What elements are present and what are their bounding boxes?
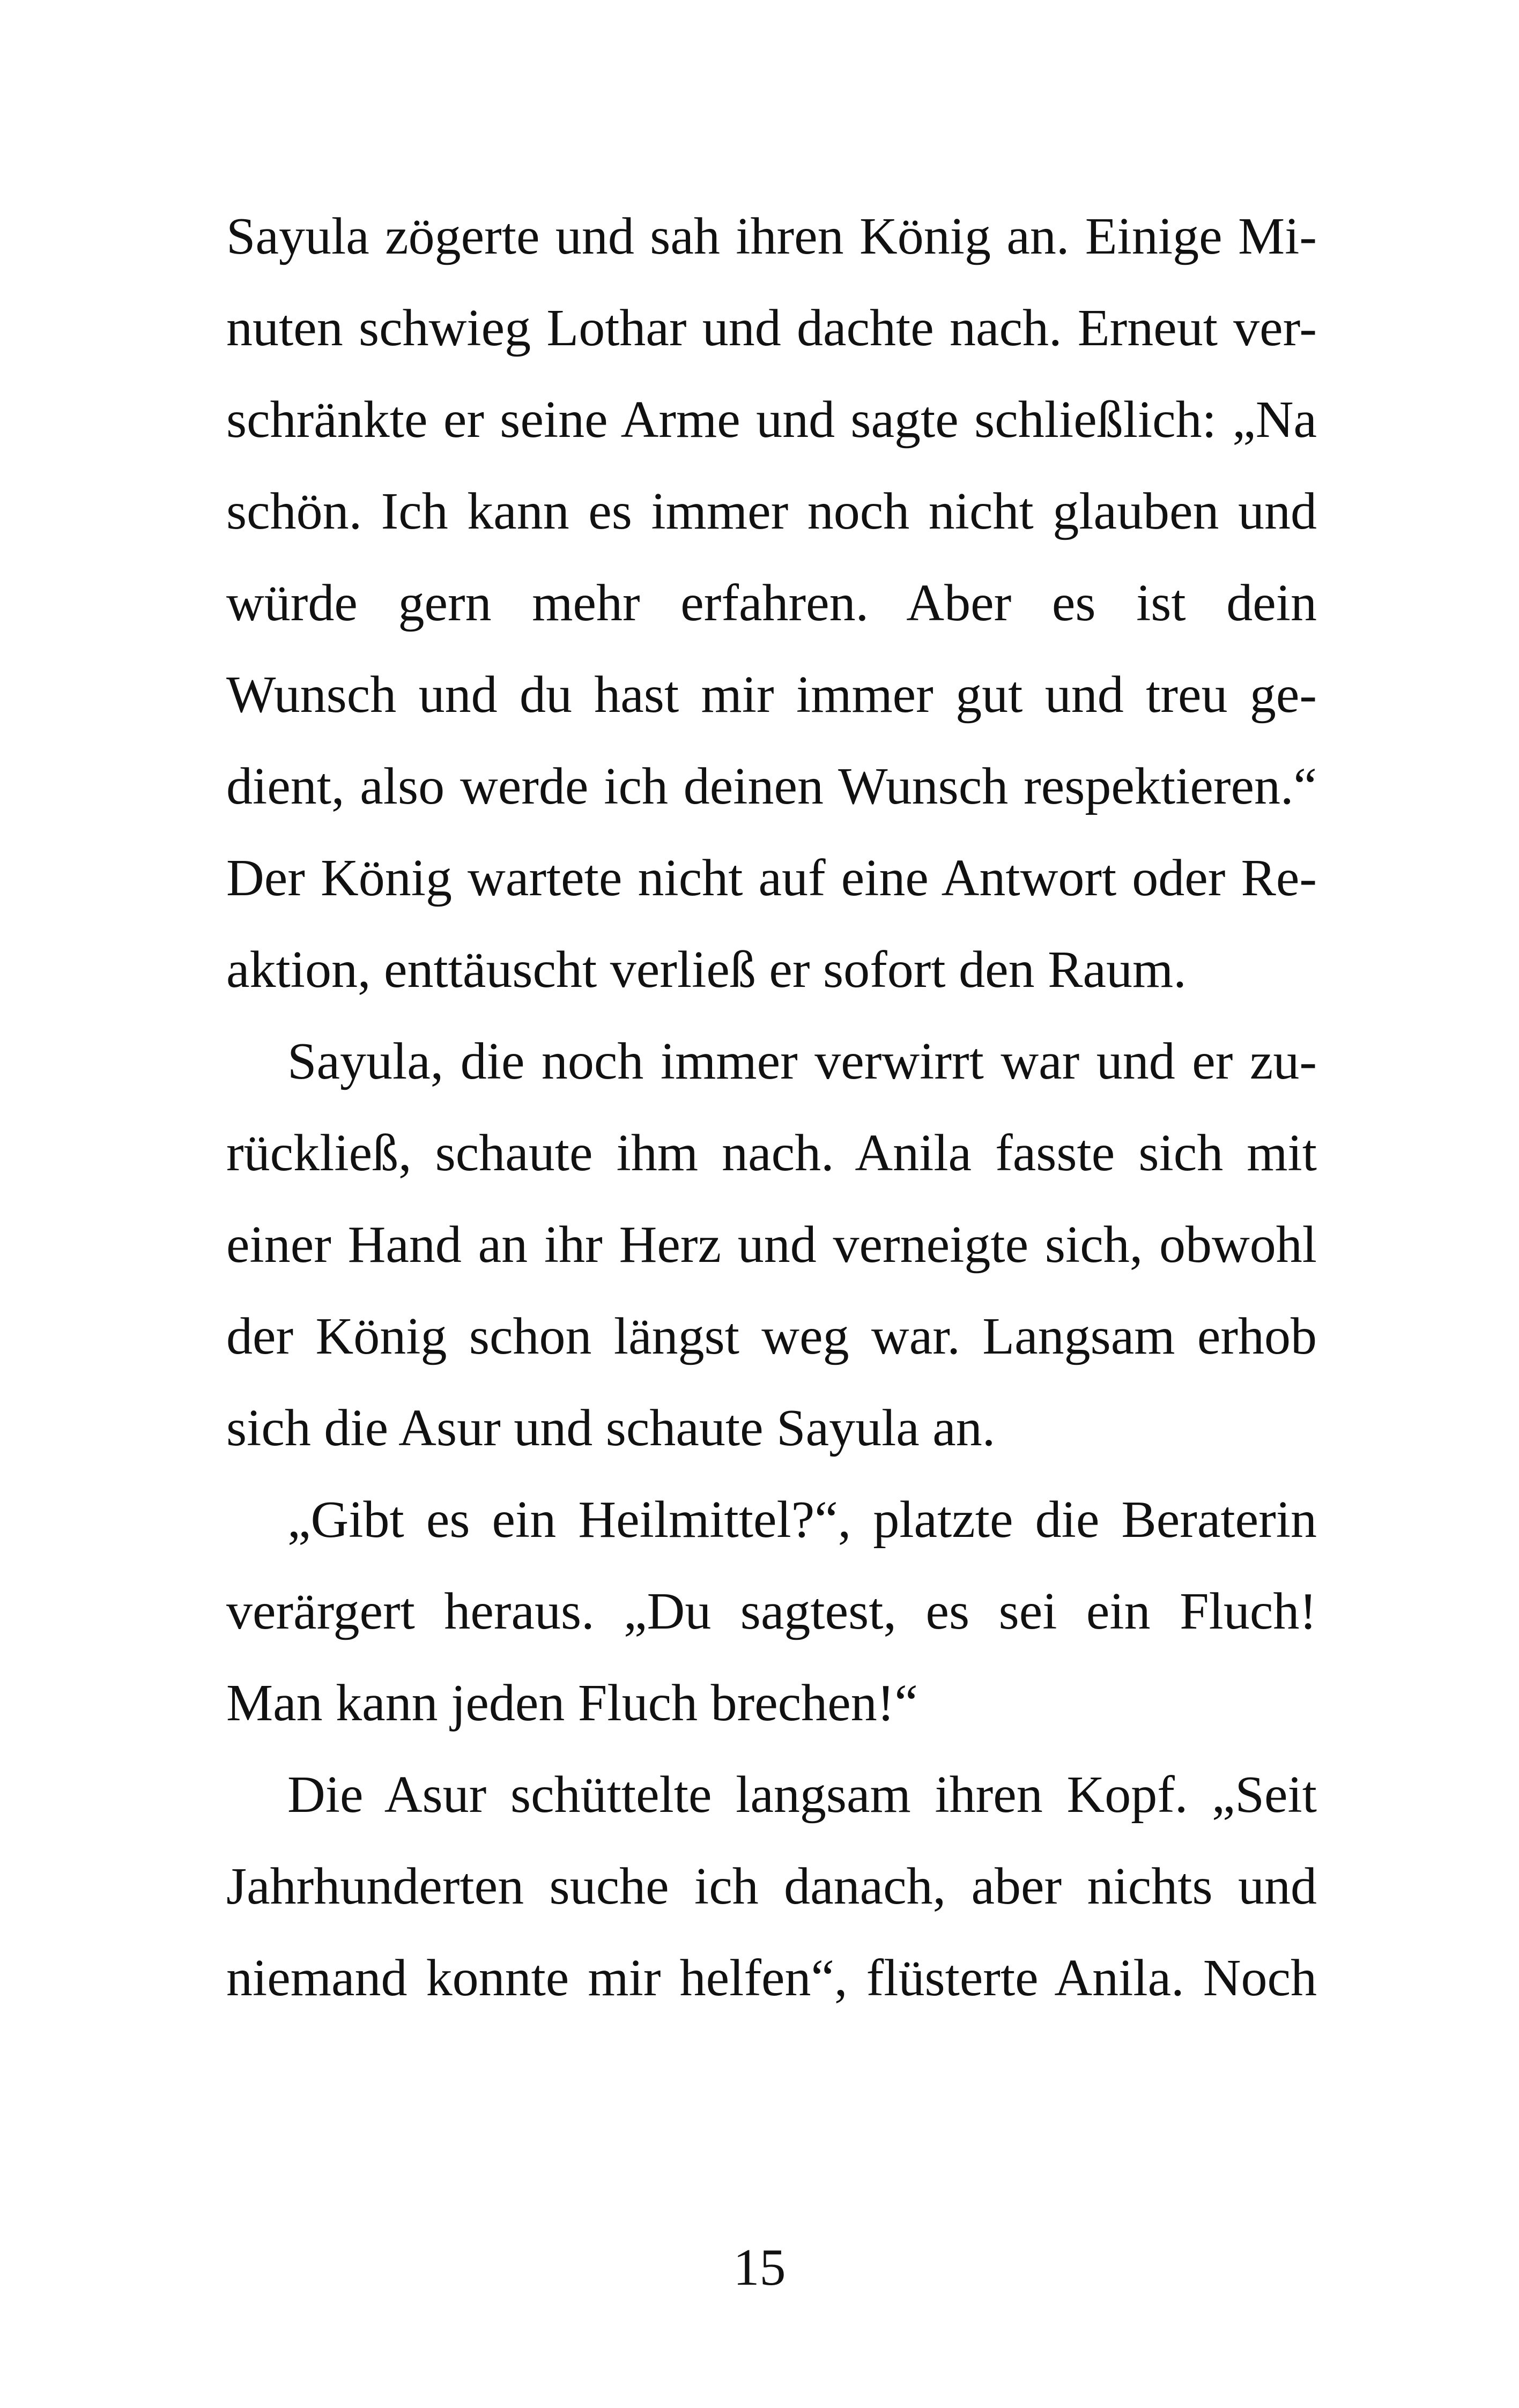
text-line: sich die Asur und schaute Sayula an. (226, 1399, 996, 1457)
text-line: Jahrhunderten suche ich danach, aber nichts und (226, 1857, 1317, 1915)
text-line: schön. Ich kann es immer noch nicht glauben und (226, 482, 1317, 540)
text-line: der König schon längst weg war. Langsam erhob (226, 1307, 1317, 1365)
text-line: Sayula, die noch immer verwirrt war und er zu- (287, 1032, 1317, 1090)
text-line: Sayula zögerte und sah ihren König an. Einige Mi- (226, 207, 1317, 265)
text-line: einer Hand an ihr Herz und verneigte sich, obwohl (226, 1216, 1317, 1274)
body-text (226, 191, 1317, 2024)
text-line: Man kann jeden Fluch brechen!“ (226, 1674, 918, 1732)
text-line: aktion, enttäuscht verließ er sofort den Raum. (226, 941, 1187, 999)
text-line: „Gibt es ein Heilmittel?“, platzte die Beraterin (287, 1491, 1317, 1549)
text-line: Die Asur schüttelte langsam ihren Kopf. „Seit (287, 1766, 1317, 1824)
text-line: würde gern mehr erfahren. Aber es ist dein (226, 574, 1317, 632)
text-line: dient, also werde ich deinen Wunsch respektieren.“ (226, 757, 1317, 815)
text-line: rückließ, schaute ihm nach. Anila fasste sich mit (226, 1124, 1317, 1182)
text-line: verärgert heraus. „Du sagtest, es sei ein Fluch! (226, 1582, 1317, 1640)
page-number: 15 (733, 2239, 786, 2296)
text-line: niemand konnte mir helfen“, flüsterte Anila. Noch (226, 1949, 1317, 2007)
text-line: schränkte er seine Arme und sagte schließlich: „Na (226, 391, 1317, 449)
text-line: nuten schwieg Lothar und dachte nach. Erneut ver- (226, 299, 1317, 357)
text-line: Wunsch und du hast mir immer gut und treu ge- (226, 666, 1317, 724)
text-line: Der König wartete nicht auf eine Antwort oder Re- (226, 849, 1317, 907)
